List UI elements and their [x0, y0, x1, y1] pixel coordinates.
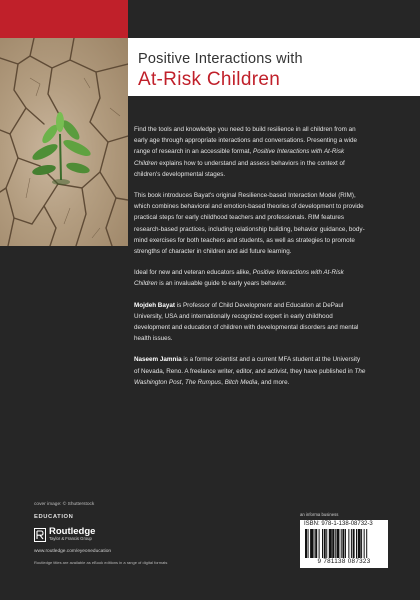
author-bio-jamnia: Naseem Jamnia is a former scientist and a current MFA student at the University of Nevada, Reno. A freelance writer, editor, and activist, they have published in The Washington Post, The Rumpus, Bitch Media, and more. [134, 356, 366, 386]
barcode-bars [305, 529, 383, 558]
author-name: Naseem Jamnia [134, 356, 182, 364]
barcode-bar [345, 529, 346, 558]
book-title-italic: Positive Interactions with At-Risk Children [134, 269, 344, 288]
cover-image-credit: cover image: © Shutterstock [34, 502, 95, 507]
blurb-text [134, 124, 366, 398]
barcode-bar [308, 529, 309, 558]
isbn-barcode [300, 520, 388, 568]
barcode-bar [342, 529, 344, 558]
barcode-bar [341, 529, 342, 558]
title-line-1: Positive Interactions with [138, 51, 303, 67]
barcode-bar [329, 529, 332, 558]
barcode-bar [356, 529, 357, 558]
barcode-bar [348, 529, 349, 558]
barcode-bar [310, 529, 313, 558]
author-name: Mojdeh Bayat [134, 301, 175, 309]
barcode-bar [324, 529, 326, 558]
barcode-bar [319, 529, 320, 558]
barcode-bar [361, 529, 362, 558]
subject-category: EDUCATION [34, 514, 74, 520]
barcode-bar [314, 529, 315, 558]
barcode-bar [351, 529, 352, 558]
title-line-2: At-Risk Children [138, 69, 281, 90]
ebook-note: Routledge titles are available as eBook editions in a range of digital formats [34, 560, 168, 565]
publisher-logo [34, 527, 95, 542]
barcode-bar [358, 529, 361, 558]
cover-photo-plant-in-cracked-earth [0, 38, 128, 246]
barcode-bar [332, 529, 334, 558]
blurb-paragraph-2: This book introduces Bayat's original Resilience-based Interaction Model (RIM), which combines behavioral and emotion-based theories of development to provide practical steps for early childhood teachers and professionals. RIM features research-based practices, including relationship building, behavior guidance, body-mind exercises for both teachers and students, as well as strategies to promote strengths of character in children and aid future learning. [134, 192, 365, 256]
isbn-text: ISBN: 978-1-138-08732-3 [304, 521, 373, 527]
book-title-italic: Positive Interactions with At-Risk Children [134, 148, 345, 167]
barcode-bar [366, 529, 367, 558]
blurb-paragraph-1: Find the tools and knowledge you need to build resilience in all children from an early age through appropriate interactions and conversations. Presenting a wide range of research in an accessible format, Positive Interactions with At-Risk Children explains how to understand and assess behaviors in the context of children's developmental stages. [134, 126, 357, 178]
publisher-group: Taylor & Francis Group [49, 536, 92, 541]
blurb-paragraph-3: Ideal for new and veteran educators alike, Positive Interactions with At-Risk Children is an invaluable guide to early years behavior. [134, 269, 344, 288]
cracked-earth-illustration [0, 38, 128, 246]
barcode-bar [364, 529, 365, 558]
barcode-bar [305, 529, 307, 558]
informa-business-label: an informa business [300, 512, 339, 517]
barcode-number: 9 781138 087323 [317, 558, 371, 565]
author-bio-bayat: Mojdeh Bayat is Professor of Child Development and Education at DePaul University, USA and internationally recognized expert in early childhood development and education of children with developmental disorders and mental health issues. [134, 301, 359, 343]
barcode-bar [336, 529, 339, 558]
barcode-bar [353, 529, 355, 558]
publisher-url[interactable]: www.routledge.com/eyeoneducation [34, 549, 112, 554]
title-box [128, 38, 420, 96]
barcode-bar [326, 529, 327, 558]
red-accent-bar [0, 0, 128, 38]
barcode-bar [322, 529, 323, 558]
publisher-name: Routledge [49, 526, 96, 537]
barcode-bar [335, 529, 336, 558]
barcode-bar [315, 529, 317, 558]
routledge-logo-icon [34, 528, 46, 542]
